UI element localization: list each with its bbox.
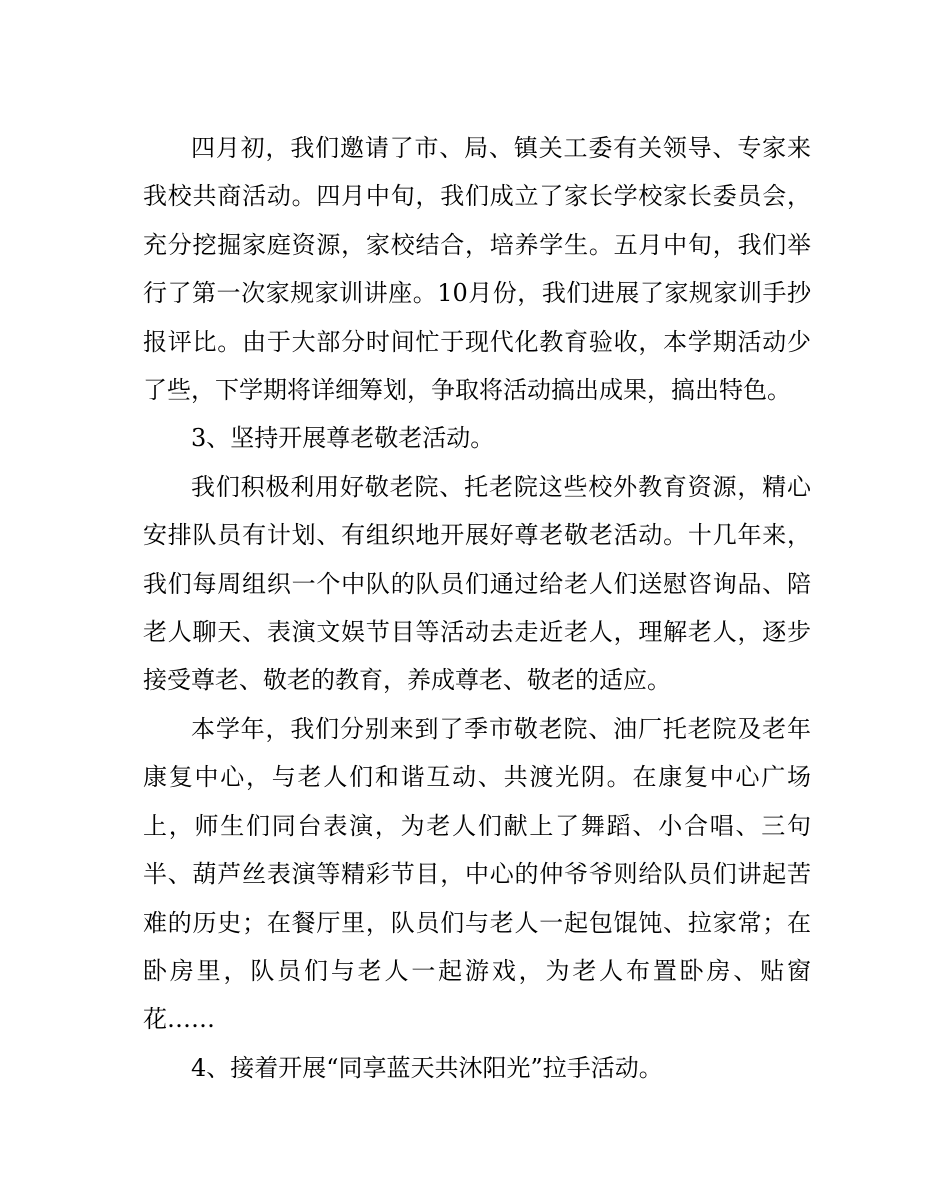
document-body <box>143 124 811 1092</box>
paragraph-family-school-activities: 四月初，我们邀请了市、局、镇关工委有关领导、专家来我校共商活动。四月中旬，我们成立了家长学校家长委员会，充分挖掘家庭资源，家校结合，培养学生。五月中旬，我们举行了第一次家规家训讲座。10月份，我们进展了家规家训手抄报评比。由于大部分时间忙于现代化教育验收，本学期活动少了些，下学期将详细筹划，争取将活动搞出成果，搞出特色。 <box>143 134 811 405</box>
heading-hand-in-hand-activity: 4、接着开展“同享蓝天共沐阳光”拉手活动。 <box>191 1053 663 1082</box>
heading-respect-elderly: 3、坚持开展尊老敬老活动。 <box>191 424 495 453</box>
paragraph-school-year-visits: 本学年，我们分别来到了季市敬老院、油厂托老院及老年康复中心，与老人们和谐互动、共渡光阴。在康复中心广场上，师生们同台表演，为老人们献上了舞蹈、小合唱、三句半、葫芦丝表演等精彩节目，中心的仲爷爷则给队员们讲起苦难的历史；在餐厅里，队员们与老人一起包馄饨、拉家常；在卧房里，队员们与老人一起游戏，为老人布置卧房、贴窗花…… <box>143 714 811 1034</box>
paragraph-nursing-home-resources: 我们积极利用好敬老院、托老院这些校外教育资源，精心安排队员有计划、有组织地开展好尊老敬老活动。十几年来，我们每周组织一个中队的队员们通过给老人们送慰咨询品、陪老人聊天、表演文娱节目等活动去走近老人，理解老人，逐步接受尊老、敬老的教育，养成尊老、敬老的适应。 <box>143 472 811 695</box>
